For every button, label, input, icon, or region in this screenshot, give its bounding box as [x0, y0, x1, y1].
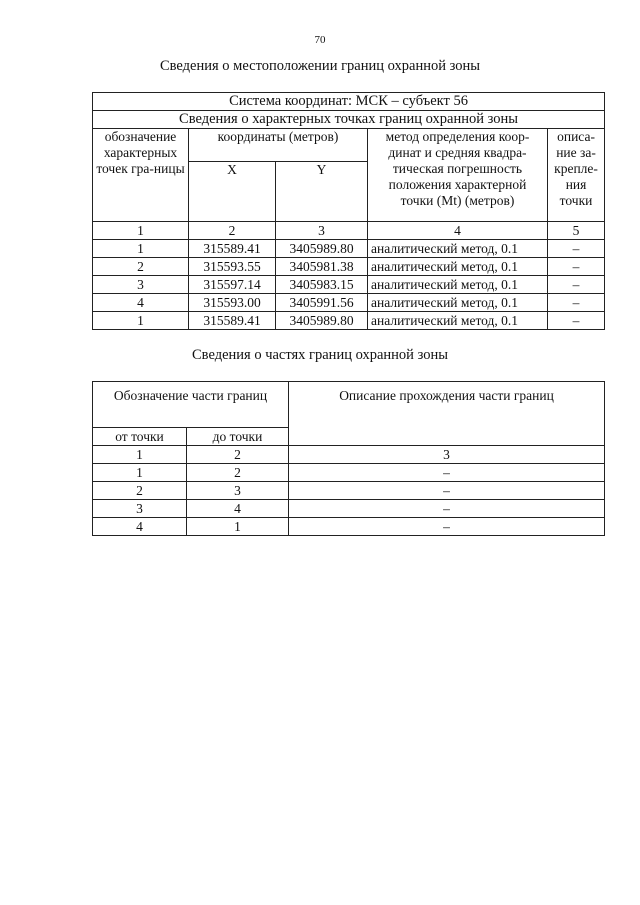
x-cell: 315589.41 [189, 240, 276, 258]
header-from-point: от точки [93, 428, 187, 446]
header-part-description: Описание прохождения части границ [289, 382, 605, 446]
column-number: 3 [289, 446, 605, 464]
x-cell: 315597.14 [189, 276, 276, 294]
header-part-designation: Обозначение части границ [93, 382, 289, 428]
column-number: 2 [189, 222, 276, 240]
from-cell: 4 [93, 518, 187, 536]
to-cell: 1 [187, 518, 289, 536]
desc-cell: – [289, 464, 605, 482]
table-row [93, 518, 605, 536]
boundary-parts-table [92, 381, 605, 536]
from-cell: 2 [93, 482, 187, 500]
point-cell: 2 [93, 258, 189, 276]
desc-cell: – [289, 482, 605, 500]
point-cell: 1 [93, 240, 189, 258]
header-fixing-description: описа-ние за-крепле-ния точки [548, 129, 605, 222]
header-y: Y [276, 161, 368, 221]
x-cell: 315589.41 [189, 312, 276, 330]
to-cell: 2 [187, 464, 289, 482]
from-cell: 3 [93, 500, 187, 518]
column-number: 1 [93, 222, 189, 240]
method-cell: аналитический метод, 0.1 [368, 312, 548, 330]
page-number: 70 [314, 34, 326, 46]
desc-cell: – [548, 240, 605, 258]
table-row [93, 500, 605, 518]
header-coordinates: координаты (метров) [189, 129, 368, 162]
from-cell: 1 [93, 464, 187, 482]
header-method: метод определения коор-динат и средняя квадра-тическая погрешность положения характерной точки (Mt) (метров) [368, 129, 548, 222]
coordinate-system-row: Система координат: МСК – субъект 56 [93, 93, 605, 111]
header-x: X [189, 161, 276, 221]
desc-cell: – [548, 276, 605, 294]
desc-cell: – [548, 312, 605, 330]
table-row [93, 258, 605, 276]
table-row [93, 312, 605, 330]
y-cell: 3405991.56 [276, 294, 368, 312]
column-number: 2 [187, 446, 289, 464]
method-cell: аналитический метод, 0.1 [368, 276, 548, 294]
boundary-points-table [92, 92, 605, 330]
column-number: 4 [368, 222, 548, 240]
y-cell: 3405989.80 [276, 240, 368, 258]
column-number: 1 [93, 446, 187, 464]
y-cell: 3405989.80 [276, 312, 368, 330]
point-cell: 1 [93, 312, 189, 330]
to-cell: 4 [187, 500, 289, 518]
x-cell: 315593.00 [189, 294, 276, 312]
column-number: 3 [276, 222, 368, 240]
table-row [93, 482, 605, 500]
table-subtitle-row: Сведения о характерных точках границ охранной зоны [93, 111, 605, 129]
desc-cell: – [548, 258, 605, 276]
desc-cell: – [548, 294, 605, 312]
table-row [93, 294, 605, 312]
method-cell: аналитический метод, 0.1 [368, 294, 548, 312]
x-cell: 315593.55 [189, 258, 276, 276]
desc-cell: – [289, 500, 605, 518]
header-point-designation: обозначение характерных точек гра-ницы [93, 129, 189, 222]
table-row [93, 276, 605, 294]
y-cell: 3405983.15 [276, 276, 368, 294]
point-cell: 3 [93, 276, 189, 294]
table-row [93, 464, 605, 482]
table-row [93, 240, 605, 258]
header-to-point: до точки [187, 428, 289, 446]
to-cell: 3 [187, 482, 289, 500]
section-title-location: Сведения о местоположении границ охранной зоны [159, 58, 480, 74]
desc-cell: – [289, 518, 605, 536]
point-cell: 4 [93, 294, 189, 312]
method-cell: аналитический метод, 0.1 [368, 240, 548, 258]
method-cell: аналитический метод, 0.1 [368, 258, 548, 276]
y-cell: 3405981.38 [276, 258, 368, 276]
column-number: 5 [548, 222, 605, 240]
section-title-parts: Сведения о частях границ охранной зоны [192, 347, 448, 363]
